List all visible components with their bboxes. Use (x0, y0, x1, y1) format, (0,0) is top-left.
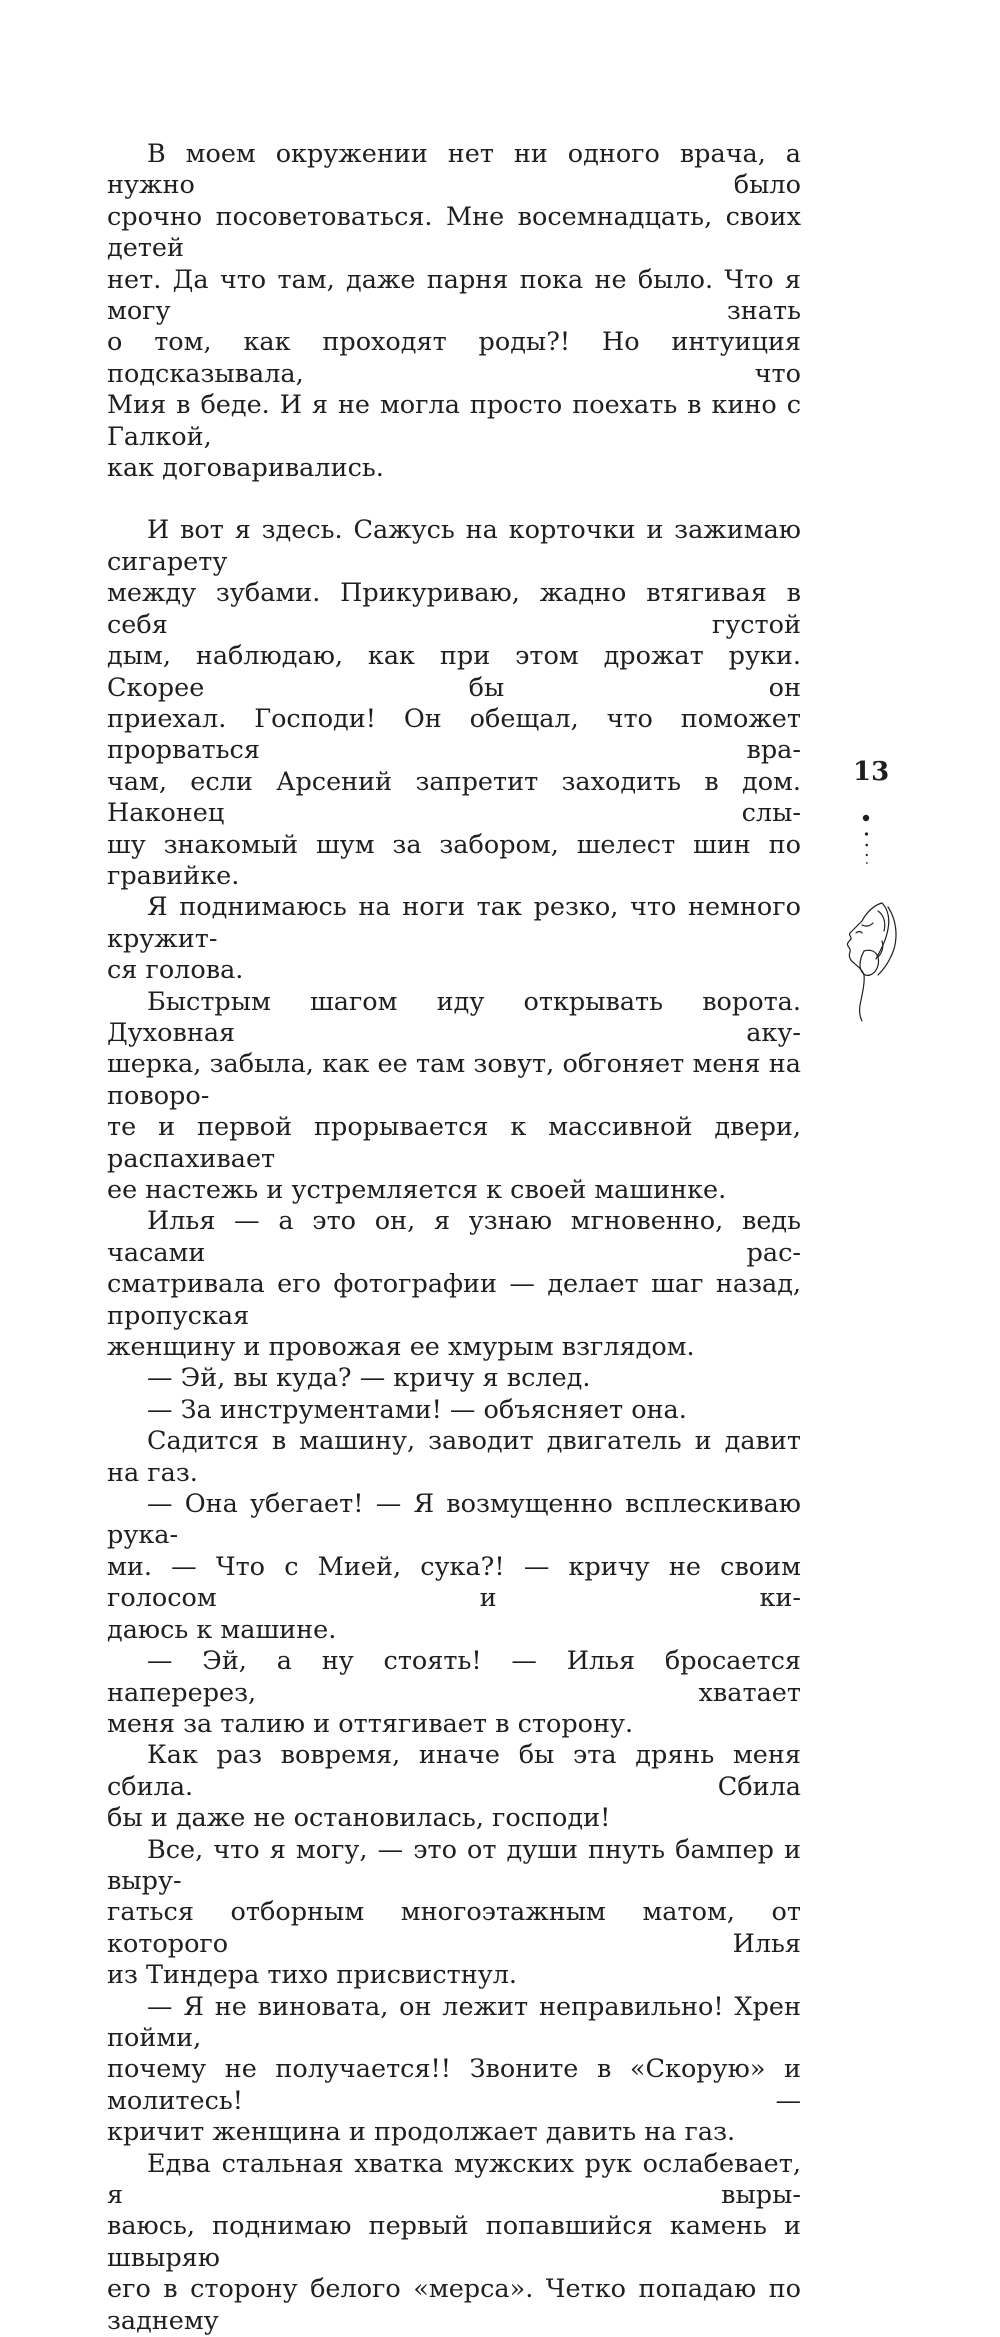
paragraph-line: его в сторону белого «мерса». Четко попадаю по заднему (107, 2274, 801, 2336)
paragraph-first-line: И вот я здесь. Сажусь на корточки и зажимаю сигарету (107, 515, 801, 577)
paragraph-line: гаться отборным многоэтажным матом, от которого Илья (107, 1897, 801, 1959)
paragraph-line: приехал. Господи! Он обещал, что поможет прорваться вра- (107, 703, 801, 766)
paragraph-line: кричит женщина и продолжает давить на газ. (107, 2117, 736, 2148)
paragraph-first-line: В моем окружении нет ни одного врача, а нужно было (107, 139, 801, 201)
paragraph-line: ваюсь, поднимаю первый попавшийся камень и швыряю (107, 2211, 801, 2273)
paragraph-line: почему не получается!! Звоните в «Скорую» и молитесь! — (107, 2054, 801, 2116)
paragraph-first-line: Быстрым шагом иду открывать ворота. Духовная аку- (107, 986, 801, 1048)
paragraph-first-line: Как раз вовремя, иначе бы эта дрянь меня сбила. Сбила (107, 1740, 801, 1802)
page-text (107, 139, 801, 2337)
paragraph-line: Мия в беде. И я не могла просто поехать в кино с Галкой, (107, 390, 801, 452)
paragraph-line: между зубами. Прикуриваю, жадно втягивая в себя густой (107, 578, 801, 640)
paragraph-first-line: — Я не виновата, он лежит неправильно! Хрен пойми, (107, 1991, 801, 2053)
paragraph-first-line: — Эй, вы куда? — кричу я вслед. (147, 1363, 591, 1394)
face-sketch-icon (818, 895, 908, 1025)
paragraph-line: те и первой прорывается к массивной двери, распахивает (107, 1112, 801, 1174)
paragraph-first-line: Я поднимаюсь на ноги так резко, что немного кружит- (107, 892, 801, 954)
paragraph-first-line: — Она убегает! — Я возмущенно всплескиваю рука- (107, 1489, 801, 1551)
paragraph-line: шу знакомый шум за забором, шелест шин по гравийке. (107, 829, 801, 891)
paragraph-line: как договаривались. (107, 453, 384, 484)
paragraph-line: шерка, забыла, как ее там зовут, обгоняет меня на поворо- (107, 1049, 801, 1111)
paragraph-first-line: Садится в машину, заводит двигатель и давит на газ. (107, 1426, 801, 1488)
paragraph-first-line: — За инструментами! — объясняет она. (147, 1394, 687, 1425)
paragraph-line: ся голова. (107, 955, 244, 986)
paragraph-first-line: Едва стальная хватка мужских рук ослабевает, я выры- (107, 2148, 801, 2210)
dotted-divider-icon (858, 812, 878, 867)
paragraph-first-line: Все, что я могу, — это от души пнуть бампер и выру- (107, 1834, 801, 1896)
paragraph-line: из Тиндера тихо присвистнул. (107, 1960, 518, 1991)
paragraph-line: нет. Да что там, даже парня пока не было. Что я могу знать (107, 264, 801, 327)
paragraph-line: чам, если Арсений запретит заходить в дом. Наконец слы- (107, 766, 801, 829)
paragraph-first-line: — Эй, а ну стоять! — Илья бросается наперерез, хватает (107, 1646, 801, 1708)
paragraph-first-line: Илья — а это он, я узнаю мгновенно, ведь часами рас- (107, 1206, 801, 1268)
page-number: 13 (853, 757, 890, 787)
paragraph-line: ее настежь и устремляется к своей машинке. (107, 1175, 727, 1205)
paragraph-line: сматривала его фотографии — делает шаг назад, пропуская (107, 1269, 801, 1331)
paragraph-line: срочно посоветоваться. Мне восемнадцать, своих детей (107, 201, 801, 264)
paragraph-line: женщину и провожая ее хмурым взглядом. (107, 1332, 695, 1363)
paragraph-line: о том, как проходят роды?! Но интуиция подсказывала, что (107, 327, 801, 389)
paragraph-line: даюсь к машине. (107, 1614, 337, 1645)
paragraph-line: дым, наблюдаю, как при этом дрожат руки. Скорее бы он (107, 641, 801, 703)
paragraph-line: ми. — Что с Мией, сука?! — кричу не своим голосом и ки- (107, 1551, 801, 1614)
paragraph-line: меня за талию и оттягивает в сторону. (107, 1708, 634, 1739)
paragraph-line: бы и даже не остановилась, господи! (107, 1803, 611, 1834)
